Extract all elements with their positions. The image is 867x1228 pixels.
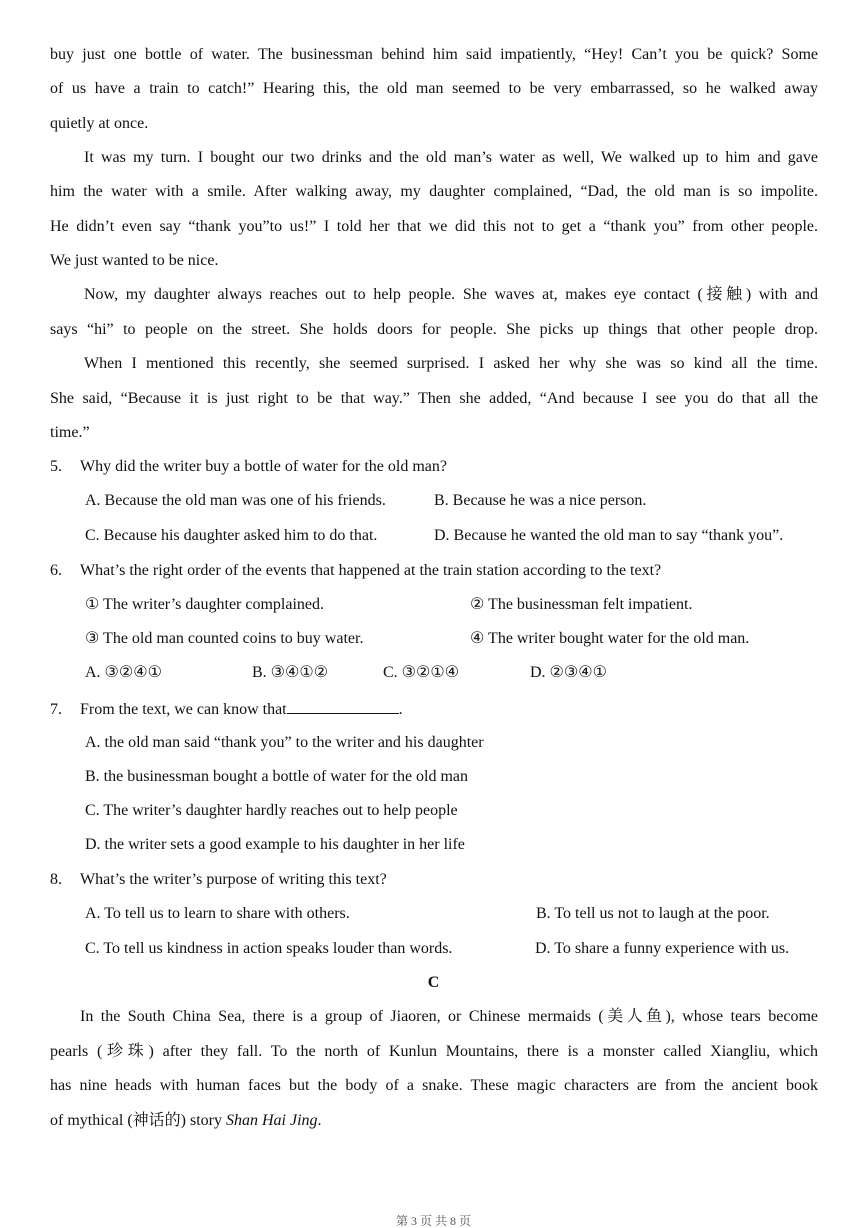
option-d[interactable]: D. ②③④① <box>530 664 607 681</box>
event-1: ① The writer’s daughter complained. <box>85 596 325 613</box>
question-5 <box>50 457 447 477</box>
question-number: 5. <box>50 458 62 475</box>
option-a[interactable]: A. the old man said “thank you” to the writer and his daughter <box>85 734 484 751</box>
option-d[interactable]: D. Because he wanted the old man to say “thank you”. <box>434 527 784 544</box>
question-text: From the text, we can know that <box>80 701 287 718</box>
event-3: ③ The old man counted coins to buy water. <box>85 630 364 647</box>
passage-line: buy just one bottle of water. The businessman behind him said impatiently, “Hey! Can’t you be quick? Some <box>50 46 818 63</box>
passage-line: We just wanted to be nice. <box>50 252 219 269</box>
question-text: What’s the writer’s purpose of writing this text? <box>80 871 387 888</box>
option-d[interactable]: D. the writer sets a good example to his daughter in her life <box>85 836 465 853</box>
passage-line: He didn’t even say “thank you”to us!” I told her that we did this not to get a “thank you” from other people. <box>50 218 818 235</box>
passage-line: quietly at once. <box>50 115 149 132</box>
option-b[interactable]: B. To tell us not to laugh at the poor. <box>536 905 770 922</box>
option-c[interactable]: C. The writer’s daughter hardly reaches out to help people <box>85 802 458 819</box>
passage-line: has nine heads with human faces but the body of a snake. These magic characters are from the ancient book <box>50 1077 818 1094</box>
line-prefix: of mythical (神话的) story <box>50 1112 226 1129</box>
passage-line: When I mentioned this recently, she seemed surprised. I asked her why she was so kind all the time. <box>84 355 818 372</box>
question-7 <box>50 698 403 720</box>
question-number: 7. <box>50 701 62 718</box>
question-text: What’s the right order of the events that happened at the train station according to the text? <box>80 562 662 579</box>
passage-line: It was my turn. I bought our two drinks and the old man’s water as well, We walked up to him and gave <box>84 149 818 166</box>
passage-line: pearls (珍珠) after they fall. To the north of Kunlun Mountains, there is a monster called Xiangliu, which <box>50 1043 818 1060</box>
passage-line: In the South China Sea, there is a group of Jiaoren, or Chinese mermaids (美人鱼), whose tears become <box>80 1008 818 1025</box>
question-number: 6. <box>50 562 62 579</box>
option-b[interactable]: B. the businessman bought a bottle of water for the old man <box>85 768 469 785</box>
option-a[interactable]: A. To tell us to learn to share with others. <box>85 905 350 922</box>
passage-line: Now, my daughter always reaches out to help people. She waves at, makes eye contact (接触) with and <box>84 286 818 303</box>
answer-blank[interactable] <box>287 698 399 714</box>
option-d[interactable]: D. To share a funny experience with us. <box>535 940 790 957</box>
page-footer: 第 3 页 共 8 页 <box>395 1214 471 1228</box>
option-c[interactable]: C. To tell us kindness in action speaks louder than words. <box>85 940 453 957</box>
question-8 <box>50 870 387 890</box>
event-2: ② The businessman felt impatient. <box>470 596 693 613</box>
passage-line: him the water with a smile. After walking away, my daughter complained, “Dad, the old man is so impolite. <box>50 183 818 200</box>
option-a[interactable]: A. ③②④① <box>85 664 162 681</box>
passage-line <box>50 1111 322 1131</box>
passage-line: says “hi” to people on the street. She holds doors for people. She picks up things that other people drop. <box>50 321 818 338</box>
option-b[interactable]: B. Because he was a nice person. <box>434 492 647 509</box>
option-b[interactable]: B. ③④①② <box>252 664 329 681</box>
question-number: 8. <box>50 871 62 888</box>
passage-line: She said, “Because it is just right to be that way.” Then she added, “And because I see you do that all the <box>50 390 818 407</box>
passage-line: time.” <box>50 424 90 441</box>
question-6 <box>50 561 661 581</box>
option-a[interactable]: A. Because the old man was one of his friends. <box>85 492 386 509</box>
question-end: . <box>398 701 403 718</box>
book-title: Shan Hai Jing <box>225 1112 318 1129</box>
event-4: ④ The writer bought water for the old man. <box>470 630 750 647</box>
question-text: Why did the writer buy a bottle of water for the old man? <box>80 458 447 475</box>
option-c[interactable]: C. Because his daughter asked him to do that. <box>85 527 378 544</box>
passage-line: of us have a train to catch!” Hearing this, the old man seemed to be very embarrassed, so he walked away <box>50 80 818 97</box>
section-heading: C <box>427 974 440 991</box>
option-c[interactable]: C. ③②①④ <box>383 664 460 681</box>
line-suffix: . <box>317 1112 322 1129</box>
